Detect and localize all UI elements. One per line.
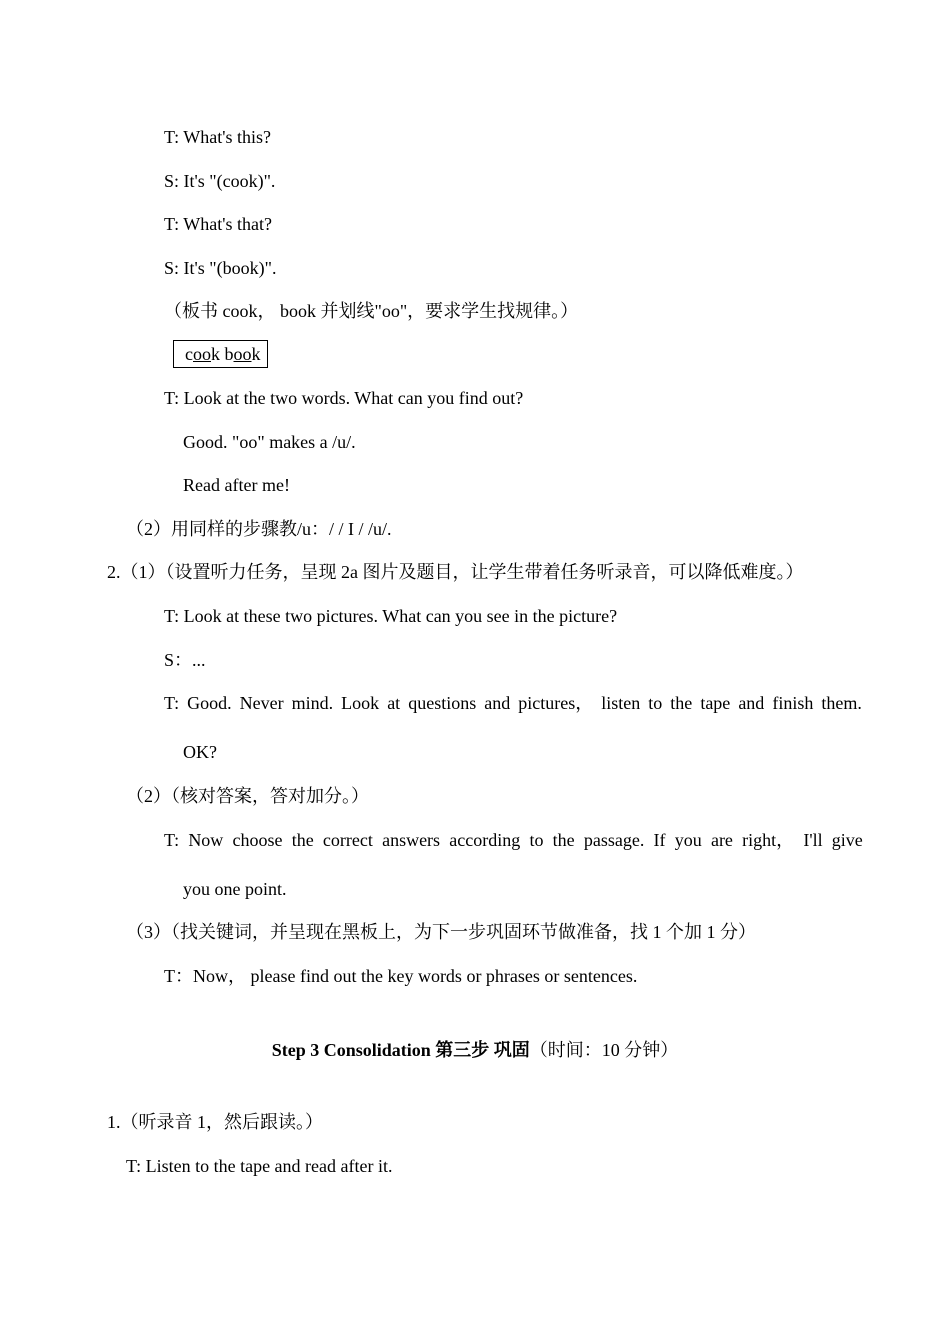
step-heading-time: （时间：10 分钟） xyxy=(529,1040,679,1060)
step-note: （3）（找关键词，并呈现在黑板上，为下一步巩固环节做准备，找 1 个加 1 分） xyxy=(126,922,756,942)
word: mind. xyxy=(291,693,334,713)
word: T: xyxy=(164,830,180,850)
word: Never xyxy=(239,693,284,713)
dialogue-line: T：Now， please find out the key words or phrases or sentences. xyxy=(164,966,638,986)
word: according xyxy=(449,830,521,850)
word: Look xyxy=(341,693,380,713)
word: are xyxy=(710,830,733,850)
word: T: xyxy=(164,693,180,713)
word: them. xyxy=(821,693,862,713)
dialogue-line: T: Look at these two pictures. What can you see in the picture? xyxy=(164,606,618,626)
word: the xyxy=(552,830,575,850)
dialogue-line: you one point. xyxy=(183,879,287,899)
word: passage. xyxy=(583,830,645,850)
word: listen xyxy=(601,693,641,713)
word: you xyxy=(674,830,702,850)
word: I'll xyxy=(803,830,823,850)
word: If xyxy=(653,830,666,850)
teaching-note: （板书 cook， book 并划线"oo"，要求学生找规律。） xyxy=(164,301,579,321)
word: to xyxy=(529,830,544,850)
word: Good. xyxy=(187,693,232,713)
word: right， xyxy=(742,830,795,850)
dialogue-line: Read after me! xyxy=(183,475,290,495)
dialogue-line: S: It's "(cook)". xyxy=(164,171,276,191)
step-note: （2）（核对答案，答对加分。） xyxy=(126,786,369,806)
word-box xyxy=(173,340,268,368)
dialogue-line: T: What's this? xyxy=(164,127,271,147)
dialogue-line: T: Listen to the tape and read after it. xyxy=(126,1156,393,1176)
dialogue-line: T: What's that? xyxy=(164,214,272,234)
word: Now xyxy=(188,830,224,850)
dialogue-line-justified xyxy=(164,829,863,851)
word: and xyxy=(484,693,511,713)
word: at xyxy=(387,693,401,713)
word: tape xyxy=(700,693,731,713)
word: and xyxy=(738,693,765,713)
dialogue-line: T: Look at the two words. What can you find out? xyxy=(164,388,524,408)
dialogue-line: OK? xyxy=(183,742,217,762)
step-heading xyxy=(0,1039,950,1061)
word: the xyxy=(670,693,693,713)
step-heading-title: Step 3 Consolidation 第三步 巩固 xyxy=(271,1040,530,1060)
word: give xyxy=(831,830,863,850)
section-heading: 2.（1）（设置听力任务，呈现 2a 图片及题目，让学生带着任务听录音，可以降低难度。） xyxy=(107,562,804,582)
word: correct xyxy=(322,830,373,850)
word: questions xyxy=(408,693,477,713)
word: the xyxy=(291,830,314,850)
word: finish xyxy=(772,693,814,713)
word: to xyxy=(648,693,663,713)
word: answers xyxy=(382,830,441,850)
word-book: book xyxy=(224,344,261,364)
word-cook: cook xyxy=(185,344,220,364)
dialogue-line: S: It's "(book)". xyxy=(164,258,277,278)
step-note: （2）用同样的步骤教/u：/ / I / /u/. xyxy=(126,519,392,539)
dialogue-line: S：... xyxy=(164,650,206,670)
dialogue-line: Good. "oo" makes a /u/. xyxy=(183,432,356,452)
section-heading: 1.（听录音 1，然后跟读。） xyxy=(107,1112,323,1132)
word: pictures， xyxy=(518,693,594,713)
word: choose xyxy=(232,830,283,850)
dialogue-line-justified xyxy=(164,692,862,714)
